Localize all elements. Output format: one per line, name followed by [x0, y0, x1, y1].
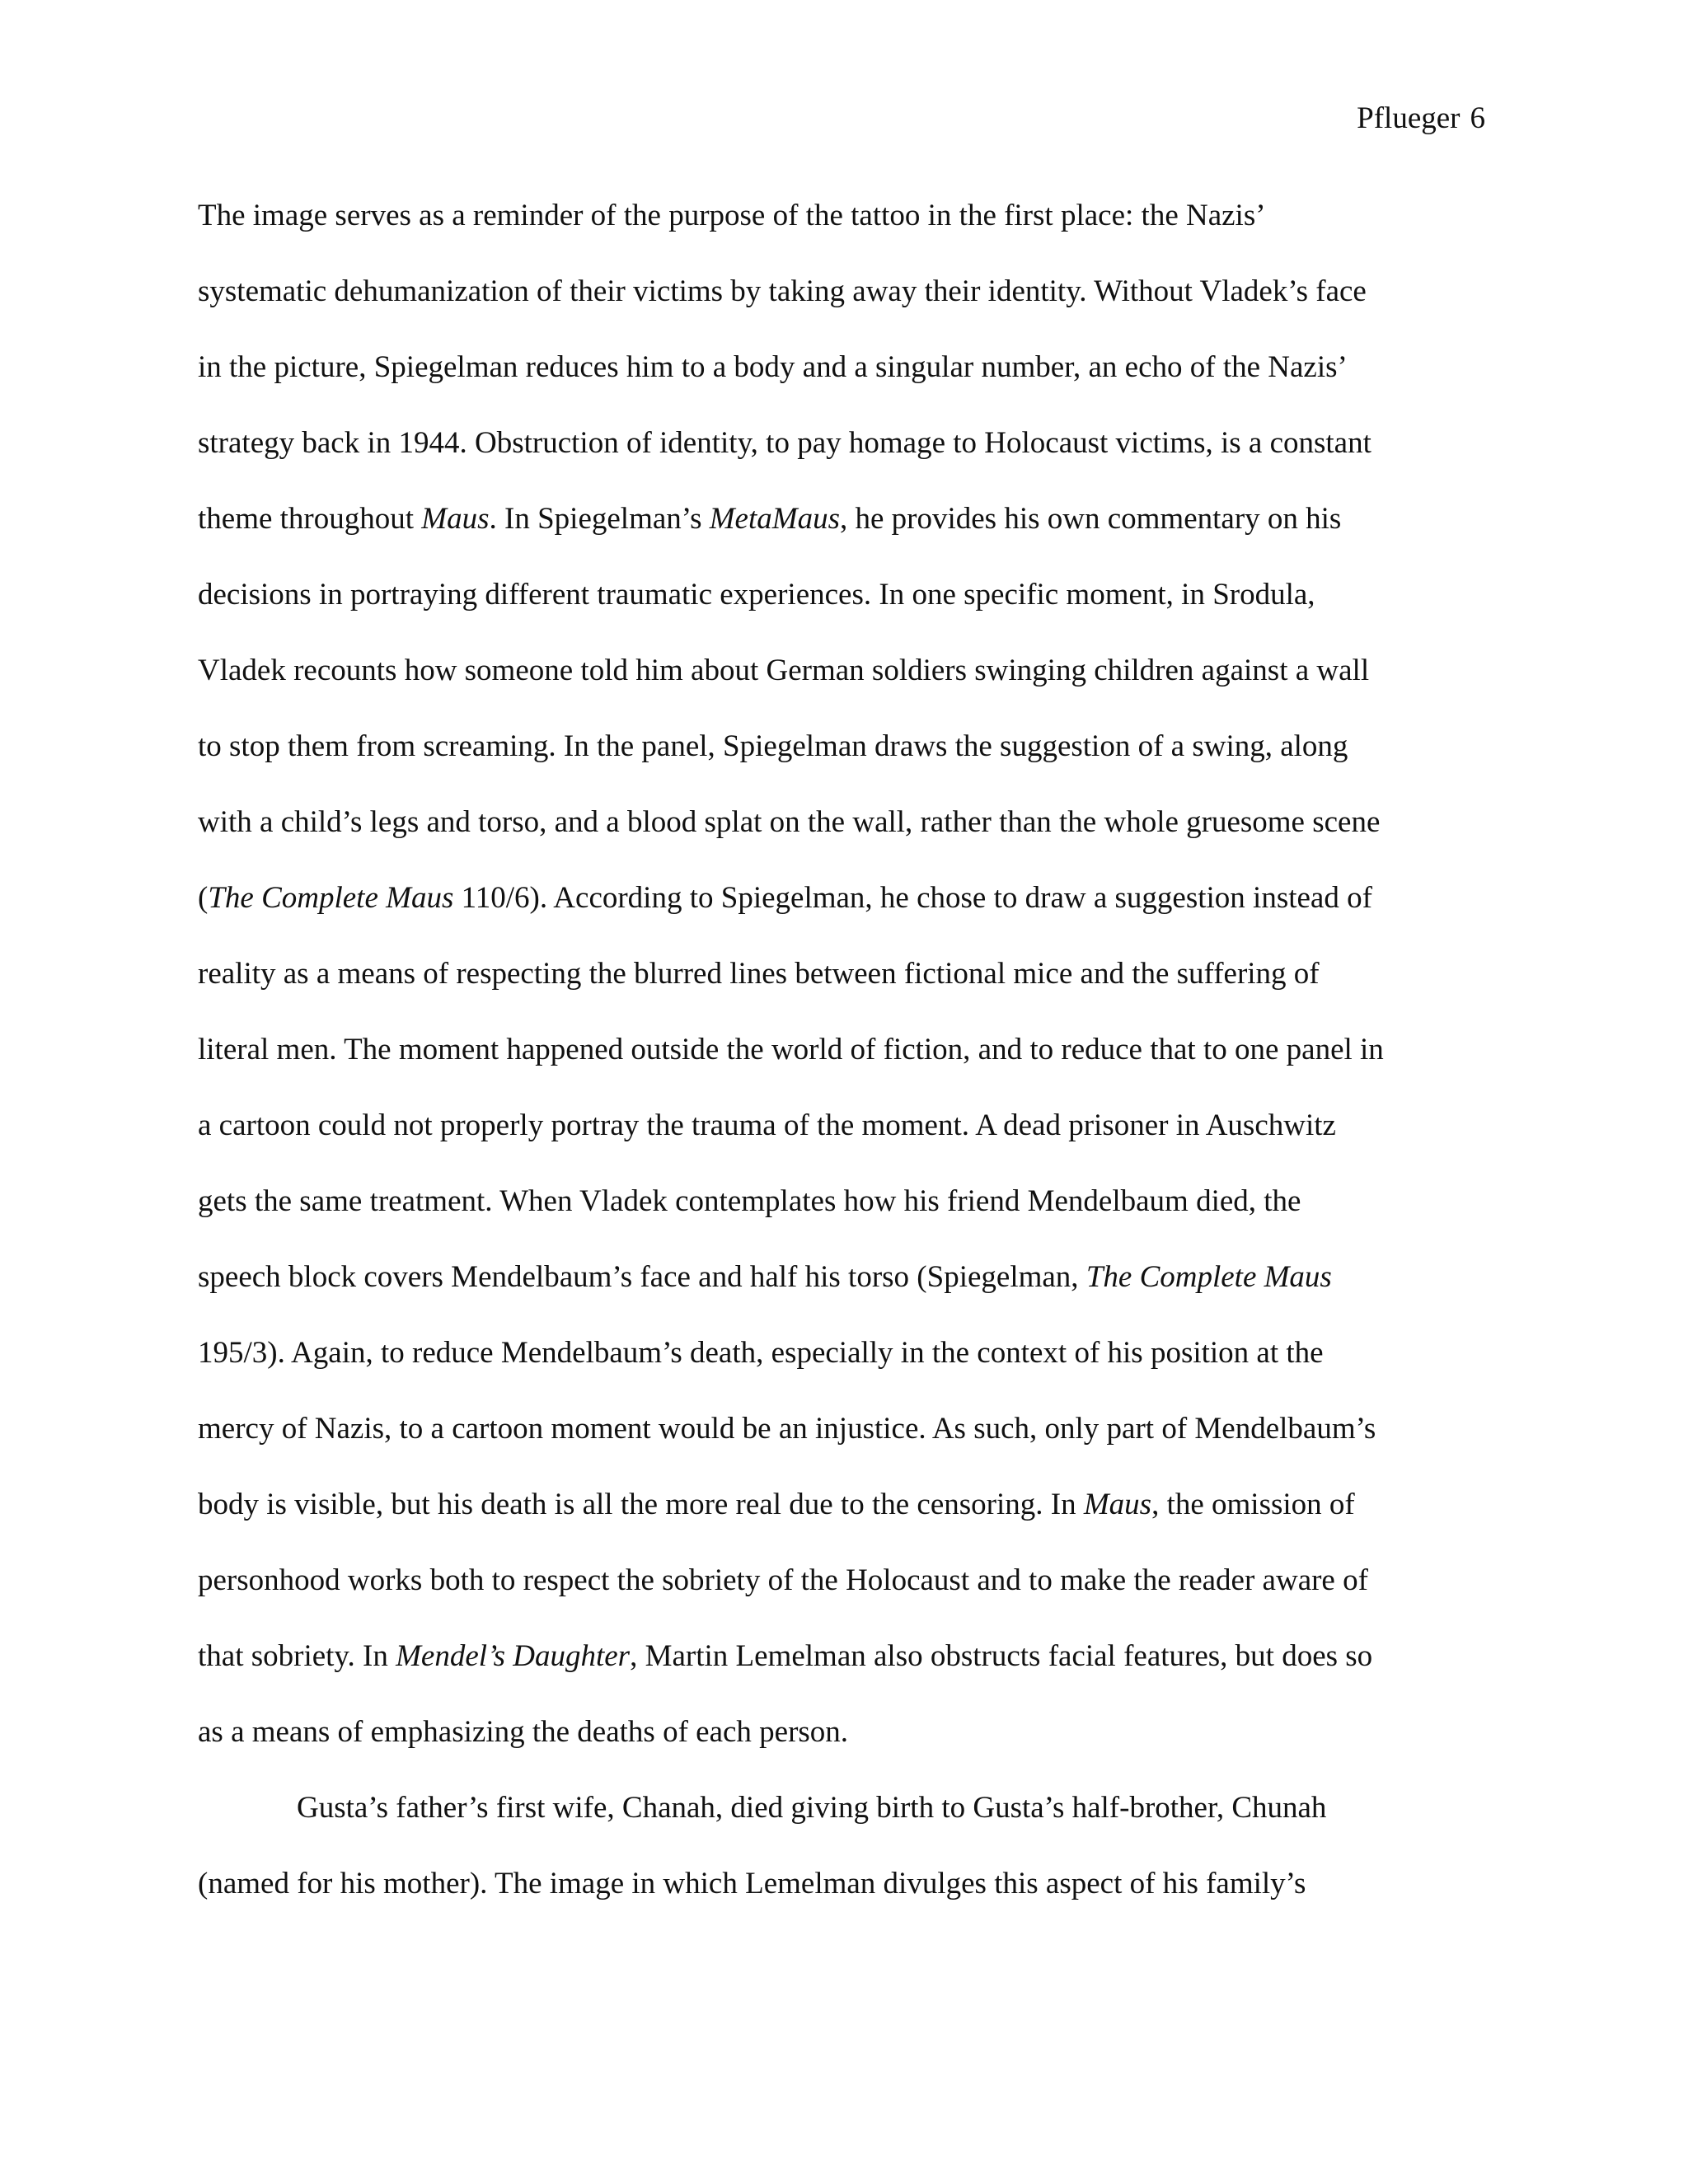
text-segment: body is visible, but his death is all the more real due to the censoring. In: [198, 1488, 1084, 1521]
italic-title: Maus: [421, 502, 490, 536]
text-line: [198, 803, 1500, 879]
text-segment: Gusta’s father’s first wife, Chanah, died giving birth to Gusta’s half-brother, Chunah: [297, 1791, 1327, 1825]
text-line: [198, 727, 1500, 803]
header-author: Pflueger: [1357, 101, 1461, 135]
text-segment: mercy of Nazis, to a cartoon moment would be an injustice. As such, only part of Mendelbaum’s: [198, 1412, 1376, 1446]
italic-title: MetaMaus: [709, 502, 840, 536]
text-segment: that sobriety. In: [198, 1639, 396, 1673]
italic-title: Mendel’s Daughter: [396, 1639, 631, 1673]
italic-title: The Complete Maus: [1085, 1260, 1332, 1294]
text-line: [198, 1485, 1500, 1561]
text-segment: , he provides his own commentary on his: [839, 502, 1342, 536]
text-line: [198, 348, 1500, 424]
text-line: [198, 1333, 1500, 1409]
text-line: [198, 1258, 1500, 1333]
text-line: [198, 1561, 1500, 1637]
italic-title: The Complete Maus: [208, 881, 454, 915]
text-line: [198, 196, 1500, 272]
text-segment: The image serves as a reminder of the purpose of the tattoo in the first place: the Nazis’: [198, 199, 1266, 232]
text-line: [198, 651, 1500, 727]
text-segment: Vladek recounts how someone told him about German soldiers swinging children against a wall: [198, 654, 1370, 687]
text-segment: reality as a means of respecting the blurred lines between fictional mice and the suffering of: [198, 957, 1320, 991]
text-segment: . In Spiegelman’s: [489, 502, 710, 536]
text-segment: as a means of emphasizing the deaths of each person.: [198, 1715, 849, 1749]
text-segment: personhood works both to respect the sobriety of the Holocaust and to make the reader aware of: [198, 1563, 1368, 1597]
text-line: [198, 1864, 1500, 1940]
text-segment: literal men. The moment happened outside the world of fiction, and to reduce that to one panel in: [198, 1033, 1384, 1066]
body-text: [198, 196, 1500, 1940]
text-line: [198, 1182, 1500, 1258]
text-segment: speech block covers Mendelbaum’s face and half his torso (Spiegelman,: [198, 1260, 1086, 1294]
text-segment: strategy back in 1944. Obstruction of identity, to pay homage to Holocaust victims, is a constant: [198, 426, 1372, 460]
text-segment: to stop them from screaming. In the panel, Spiegelman draws the suggestion of a swing, along: [198, 729, 1348, 763]
text-segment: , the omission of: [1151, 1488, 1355, 1521]
text-segment: systematic dehumanization of their victims by taking away their identity. Without Vladek’s face: [198, 274, 1367, 308]
text-line: [198, 1409, 1500, 1485]
text-segment: 110/6). According to Spiegelman, he chose to draw a suggestion instead of: [453, 881, 1372, 915]
text-line: [198, 1788, 1500, 1864]
text-segment: gets the same treatment. When Vladek contemplates how his friend Mendelbaum died, the: [198, 1184, 1301, 1218]
text-segment: (named for his mother). The image in which Lemelman divulges this aspect of his family’s: [198, 1867, 1306, 1900]
text-line: [198, 954, 1500, 1030]
running-header: [1357, 99, 1485, 138]
text-segment: in the picture, Spiegelman reduces him to a body and a singular number, an echo of the Nazis’: [198, 350, 1348, 384]
text-line: [198, 424, 1500, 499]
text-line: [198, 879, 1500, 954]
text-line: [198, 575, 1500, 651]
text-segment: theme throughout: [198, 502, 422, 536]
text-line: [198, 1637, 1500, 1713]
text-line: [198, 1030, 1500, 1106]
italic-title: Maus: [1083, 1488, 1152, 1521]
text-segment: 195/3). Again, to reduce Mendelbaum’s death, especially in the context of his position at the: [198, 1336, 1324, 1370]
text-segment: (: [198, 881, 209, 915]
text-segment: decisions in portraying different traumatic experiences. In one specific moment, in Srodula,: [198, 578, 1315, 612]
header-page-number: 6: [1470, 101, 1485, 135]
text-line: [198, 499, 1500, 575]
text-line: [198, 1106, 1500, 1182]
text-segment: a cartoon could not properly portray the trauma of the moment. A dead prisoner in Auschwitz: [198, 1108, 1336, 1142]
text-line: [198, 1713, 1500, 1788]
text-segment: , Martin Lemelman also obstructs facial features, but does so: [630, 1639, 1373, 1673]
text-line: [198, 272, 1500, 348]
text-segment: with a child’s legs and torso, and a blood splat on the wall, rather than the whole gruesome scene: [198, 805, 1381, 839]
